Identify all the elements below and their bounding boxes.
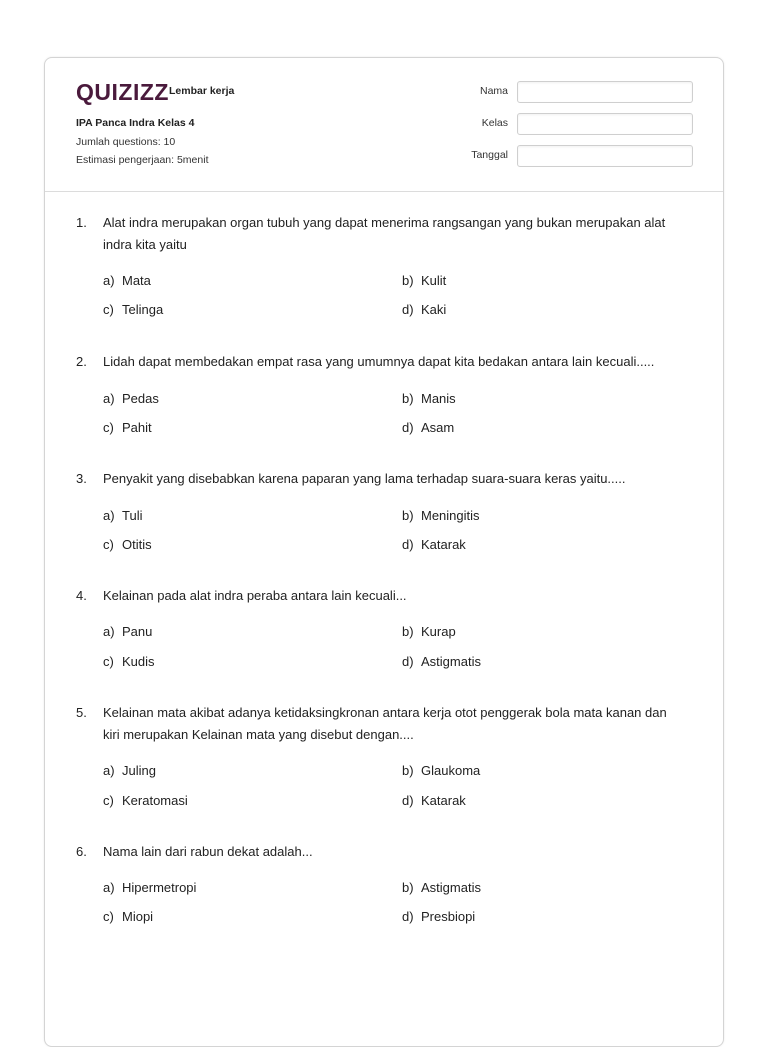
option-text: Tuli [122, 508, 143, 523]
question-text: Kelainan pada alat indra peraba antara lain kecuali... [103, 588, 407, 603]
question-number: 4. [76, 588, 87, 603]
question-text: Lidah dapat membedakan empat rasa yang umumnya dapat kita bedakan antara lain kecuali..... [103, 354, 655, 369]
option-b[interactable] [402, 273, 446, 288]
date-field[interactable] [517, 145, 693, 167]
option-a[interactable] [103, 273, 151, 288]
option-letter: b) [402, 880, 414, 895]
option-d[interactable] [402, 302, 446, 317]
option-letter: a) [103, 391, 115, 406]
option-letter: c) [103, 654, 114, 669]
question-number: 2. [76, 354, 87, 369]
option-text: Meningitis [421, 508, 480, 523]
option-d[interactable] [402, 909, 475, 924]
time-estimate: Estimasi pengerjaan: 5menit [76, 154, 209, 166]
option-a[interactable] [103, 391, 159, 406]
name-field[interactable] [517, 81, 693, 103]
option-letter: c) [103, 302, 114, 317]
option-text: Panu [122, 624, 153, 639]
option-letter: c) [103, 537, 114, 552]
option-text: Pahit [122, 420, 152, 435]
sheet-type-label: Lembar kerja [169, 85, 235, 97]
quizizz-logo: QUIZIZZ [76, 79, 169, 105]
option-a[interactable] [103, 763, 156, 778]
option-letter: d) [402, 654, 414, 669]
option-text: Telinga [122, 302, 164, 317]
option-a[interactable] [103, 624, 152, 639]
question-number: 6. [76, 844, 87, 859]
option-text: Otitis [122, 537, 152, 552]
option-text: Keratomasi [122, 793, 188, 808]
option-text: Juling [122, 763, 156, 778]
option-text: Manis [421, 391, 456, 406]
option-letter: b) [402, 624, 414, 639]
option-text: Presbiopi [421, 909, 476, 924]
date-label: Tanggal [471, 149, 508, 161]
worksheet-header [45, 58, 723, 192]
option-c[interactable] [103, 420, 152, 435]
option-letter: d) [402, 909, 414, 924]
class-field[interactable] [517, 113, 693, 135]
option-c[interactable] [103, 537, 152, 552]
option-letter: c) [103, 793, 114, 808]
option-letter: d) [402, 537, 414, 552]
option-a[interactable] [103, 508, 142, 523]
option-letter: b) [402, 763, 414, 778]
name-label: Nama [479, 85, 508, 97]
option-text: Hipermetropi [122, 880, 197, 895]
option-letter: c) [103, 909, 114, 924]
question-text: Kelainan mata akibat adanya ketidaksingkronan antara kerja otot penggerak bola mata kanan dan kiri merupakan Kelainan mata yang disebut dengan.... [103, 705, 667, 742]
option-letter: d) [402, 302, 414, 317]
option-text: Kurap [421, 624, 456, 639]
question-number: 5. [76, 705, 87, 720]
option-text: Miopi [122, 909, 154, 924]
question-text: Nama lain dari rabun dekat adalah... [103, 844, 313, 859]
option-letter: a) [103, 763, 115, 778]
option-letter: a) [103, 508, 115, 523]
option-text: Kaki [421, 302, 447, 317]
worksheet [44, 57, 724, 1047]
question-count: Jumlah questions: 10 [76, 136, 176, 148]
question-number: 3. [76, 471, 87, 486]
option-c[interactable] [103, 654, 155, 669]
option-letter: a) [103, 273, 115, 288]
option-text: Glaukoma [421, 763, 481, 778]
option-letter: c) [103, 420, 114, 435]
option-text: Pedas [122, 391, 159, 406]
option-c[interactable] [103, 793, 188, 808]
option-letter: b) [402, 273, 414, 288]
option-d[interactable] [402, 420, 454, 435]
option-text: Kulit [421, 273, 447, 288]
option-a[interactable] [103, 880, 196, 895]
option-letter: d) [402, 420, 414, 435]
option-b[interactable] [402, 391, 456, 406]
option-c[interactable] [103, 909, 153, 924]
option-text: Astigmatis [421, 654, 481, 669]
option-d[interactable] [402, 654, 481, 669]
option-b[interactable] [402, 508, 480, 523]
option-c[interactable] [103, 302, 163, 317]
option-letter: a) [103, 624, 115, 639]
question-text: Penyakit yang disebabkan karena paparan yang lama terhadap suara-suara keras yaitu..... [103, 471, 626, 486]
question-text: Alat indra merupakan organ tubuh yang dapat menerima rangsangan yang bukan merupakan alat indra kita yaitu [103, 215, 666, 252]
option-text: Katarak [421, 537, 466, 552]
option-d[interactable] [402, 793, 466, 808]
option-text: Katarak [421, 793, 466, 808]
option-text: Astigmatis [421, 880, 481, 895]
option-b[interactable] [402, 880, 481, 895]
option-b[interactable] [402, 624, 456, 639]
question-number: 1. [76, 215, 87, 230]
class-label: Kelas [481, 117, 508, 129]
option-d[interactable] [402, 537, 466, 552]
option-letter: b) [402, 508, 414, 523]
option-letter: a) [103, 880, 115, 895]
option-text: Mata [122, 273, 151, 288]
option-text: Asam [421, 420, 455, 435]
worksheet-title: IPA Panca Indra Kelas 4 [76, 117, 195, 129]
option-letter: b) [402, 391, 414, 406]
option-letter: d) [402, 793, 414, 808]
option-text: Kudis [122, 654, 155, 669]
option-b[interactable] [402, 763, 480, 778]
